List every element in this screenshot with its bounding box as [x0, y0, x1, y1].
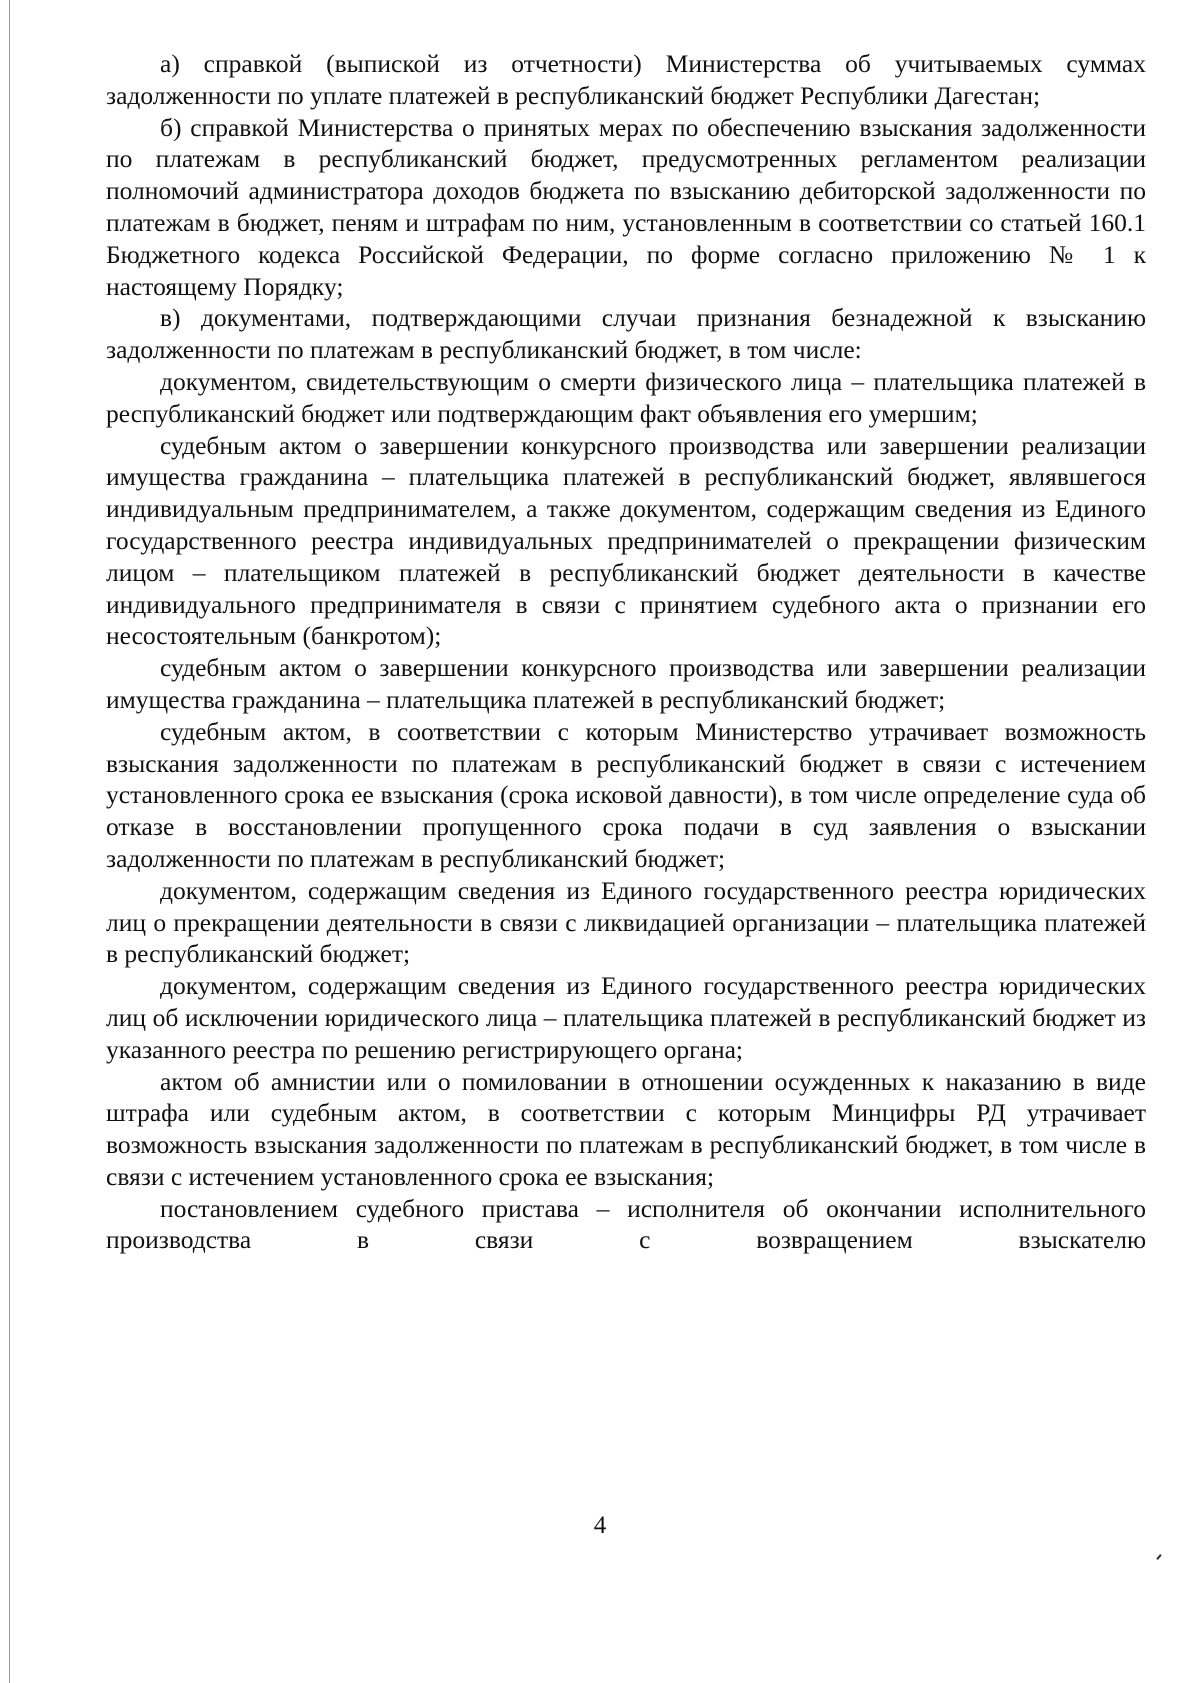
paragraph-bailiff-resolution: постановлением судебного пристава – исполнителя об окончании исполнительного производства в связи с возвращением взыскателю	[106, 1193, 1146, 1255]
document-body	[106, 48, 1146, 1256]
paragraph-bankruptcy-citizen: судебным актом о завершении конкурсного производства или завершении реализации имущества гражданина – плательщика платежей в республиканский бюджет;	[106, 653, 1146, 714]
paragraph-statute-limitations: судебным актом, в соответствии с которым Министерство утрачивает возможность взыскания задолженности по платежам в республиканский бюджет в связи с истечением установленного срока ее взыскания (срока исковой давности), в том числе определение суда об отказе в восстановлении пропущенного срока подачи в суд заявления о взыскании задолженности по платежам в республиканский бюджет;	[106, 716, 1146, 873]
paragraph-a-reference: а) справкой (выпиской из отчетности) Министерства об учитываемых суммах задолженности по уплате платежей в республиканский бюджет Республики Дагестан;	[106, 49, 1146, 110]
paragraph-amnesty: актом об амнистии или о помиловании в отношении осужденных к наказанию в виде штрафа или судебным актом, в соответствии с которым Минцифры РД утрачивает возможность взыскания задолженности по платежам в республиканский бюджет, в том числе в связи с истечением установленного срока ее взыскания;	[106, 1066, 1146, 1191]
paragraph-b-reference: б) справкой Министерства о принятых мерах по обеспечению взыскания задолженности по платежам в республиканский бюджет, предусмотренных регламентом реализации полномочий администратора доходов бюджета по взысканию дебиторской задолженности по платежам в бюджет, пеням и штрафам по ним, установленным в соответствии со статьей 160.1 Бюджетного кодекса Российской Федерации, по форме согласно приложению № 1 к настоящему Порядку;	[106, 112, 1146, 301]
paragraph-death-document: документом, свидетельствующим о смерти физического лица – плательщика платежей в республиканский бюджет или подтверждающим факт объявления его умершим;	[106, 366, 1146, 428]
paragraph-c-documents: в) документами, подтверждающими случаи признания безнадежной к взысканию задолженности по платежам в республиканский бюджет, в том числе:	[106, 303, 1146, 365]
paragraph-bankruptcy-entrepreneur: судебным актом о завершении конкурсного производства или завершении реализации имущества гражданина – плательщика платежей в республиканский бюджет, являвшегося индивидуальным предпринимателем, а также документом, содержащим сведения из Единого государственного реестра индивидуальных предпринимателей о прекращении физическим лицом – плательщиком платежей в республиканский бюджет деятельности в качестве индивидуального предпринимателя в связи с принятием судебного акта о признании его несостоятельным (банкротом);	[106, 430, 1146, 651]
scan-mark	[1156, 1554, 1161, 1560]
page-number: 4	[593, 1512, 607, 1539]
scan-edge-line	[9, 0, 10, 1683]
paragraph-liquidation: документом, содержащим сведения из Единого государственного реестра юридических лиц о прекращении деятельности в связи с ликвидацией организации – плательщика платежей в республиканский бюджет;	[106, 875, 1146, 969]
paragraph-exclusion-registry: документом, содержащим сведения из Единого государственного реестра юридических лиц об исключении юридического лица – плательщика платежей в республиканский бюджет из указанного реестра по решению регистрирующего органа;	[106, 971, 1146, 1064]
